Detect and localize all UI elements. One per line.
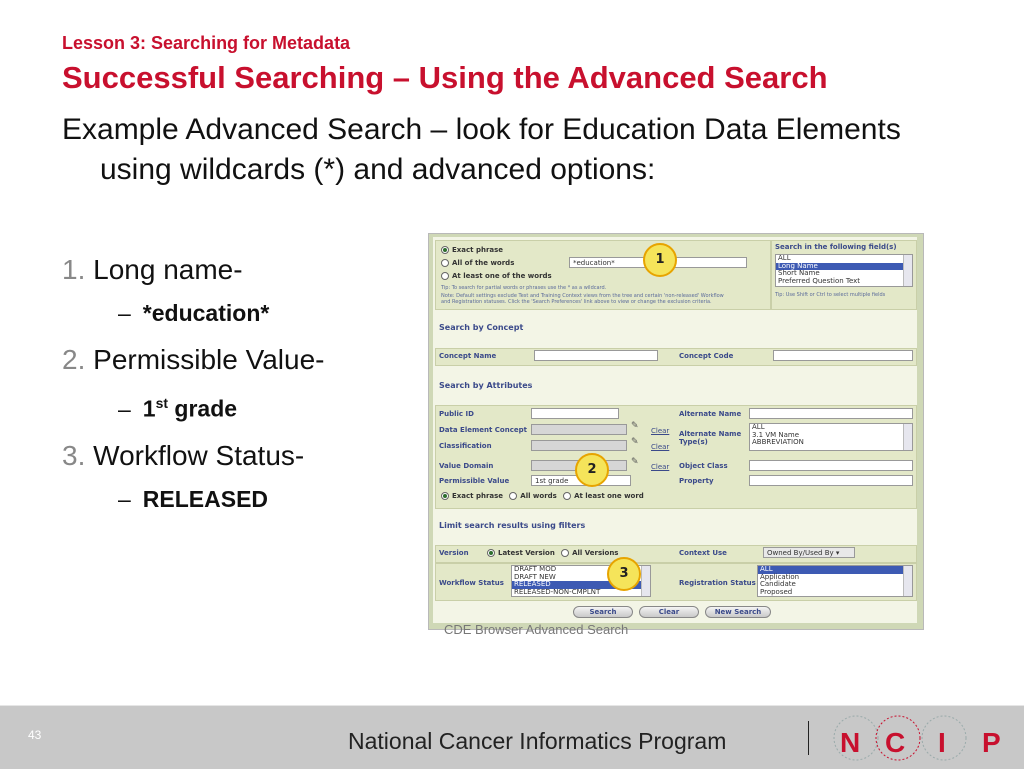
- intro-text: Example Advanced Search – look for Education Data Elements using wildcards (*) and advanced options:: [62, 113, 901, 186]
- public-id-input[interactable]: [531, 408, 619, 419]
- workflow-scrollbar[interactable]: [641, 566, 650, 596]
- alt-name-type-listbox[interactable]: [749, 423, 913, 451]
- fields-scrollbar[interactable]: [903, 255, 912, 286]
- registration-option[interactable]: Application: [760, 572, 800, 581]
- object-class-input[interactable]: [749, 460, 913, 471]
- logo-letter-c: C: [885, 727, 906, 758]
- wildcard-tip: Tip: To search for partial words or phrases use the * as a wildcard.: [441, 285, 607, 291]
- radio-all-versions[interactable]: All Versions: [561, 549, 618, 557]
- step-label: Workflow Status-: [93, 439, 305, 471]
- workflow-status-label: Workflow Status: [439, 579, 504, 587]
- clear-link[interactable]: Clear: [651, 463, 670, 471]
- clear-button[interactable]: Clear: [639, 606, 699, 618]
- classification-label: Classification: [439, 442, 492, 450]
- lesson-label: Lesson 3: Searching for Metadata: [62, 33, 351, 53]
- registration-option-selected[interactable]: ALL: [758, 566, 912, 574]
- registration-option[interactable]: Proposed: [760, 587, 793, 596]
- step-number: 3.: [62, 439, 86, 471]
- alt-name-type-label: Alternate Name Type(s): [679, 430, 742, 446]
- fields-header: Search in the following field(s): [775, 243, 897, 251]
- fields-option[interactable]: ALL: [778, 254, 791, 262]
- context-use-select[interactable]: Owned By/Used By ▾: [763, 547, 855, 558]
- value-domain-label: Value Domain: [439, 462, 494, 470]
- version-radio-group: [487, 549, 618, 557]
- workflow-option[interactable]: DRAFT NEW: [514, 572, 556, 581]
- property-input[interactable]: [749, 475, 913, 486]
- pencil-icon[interactable]: ✎: [631, 457, 639, 467]
- new-search-button[interactable]: New Search: [705, 606, 771, 618]
- slide-title: Successful Searching – Using the Advanced Search: [62, 60, 828, 95]
- step-item-2: [62, 340, 402, 380]
- fields-option[interactable]: Preferred Question Text: [778, 276, 861, 285]
- concept-section-title: Search by Concept: [439, 323, 524, 332]
- workflow-option[interactable]: DRAFT MOD: [514, 565, 557, 573]
- exclusion-note-2: and Registration statuses. Click the 'Search Preferences' link above to view or change the exclusion criteria.: [441, 299, 712, 305]
- property-label: Property: [679, 477, 714, 485]
- step-item-3: [62, 436, 402, 476]
- radio-one-word[interactable]: At least one of the words: [441, 272, 552, 280]
- program-name: National Cancer Informatics Program: [348, 728, 727, 754]
- concept-code-label: Concept Code: [679, 352, 734, 360]
- registration-status-label: Registration Status: [679, 579, 756, 587]
- step-number: 2.: [62, 344, 86, 375]
- pencil-icon[interactable]: ✎: [631, 421, 639, 431]
- exclusion-note: Note: Default settings exclude Test and Training Context views from the tree and certain 'non-released' Workflow: [441, 293, 724, 299]
- step-detail-rest: grade: [168, 395, 238, 422]
- alt-type-option[interactable]: ALL: [752, 423, 765, 431]
- context-use-label: Context Use: [679, 549, 727, 557]
- version-label: Version: [439, 549, 469, 557]
- step-detail-2: – 1st grade: [118, 395, 238, 422]
- attributes-section-title: Search by Attributes: [439, 381, 533, 390]
- concept-name-label: Concept Name: [439, 352, 497, 360]
- step-number: 1.: [62, 254, 86, 285]
- advanced-search-screenshot: [428, 233, 924, 630]
- permissible-value-input[interactable]: 1st grade: [531, 475, 631, 486]
- permissible-value-label: Permissible Value: [439, 477, 510, 485]
- step-detail-text: *education*: [142, 300, 270, 326]
- alt-name-input[interactable]: [749, 408, 913, 419]
- fields-listbox[interactable]: [775, 254, 913, 287]
- screenshot-caption: CDE Browser Advanced Search: [444, 622, 629, 637]
- object-class-label: Object Class: [679, 462, 728, 470]
- classification-input[interactable]: [531, 440, 627, 451]
- step-label: Long name-: [93, 254, 243, 285]
- page-number: 43: [28, 728, 42, 742]
- step-detail-3: – RELEASED: [118, 485, 269, 512]
- alt-type-option[interactable]: ABBREVIATION: [752, 438, 804, 446]
- logo-letter-n: N: [840, 727, 861, 758]
- step-label: Permissible Value-: [93, 344, 325, 375]
- registration-status-listbox[interactable]: [757, 565, 913, 597]
- pv-radio-one[interactable]: At least one word: [563, 492, 644, 500]
- step-item-1: [62, 250, 402, 290]
- alt-type-scrollbar[interactable]: [903, 424, 912, 450]
- step-detail-1: – *education*: [118, 300, 270, 326]
- pv-radio-all[interactable]: All words: [509, 492, 557, 500]
- callout-2: 2: [575, 453, 609, 487]
- footer-divider: [808, 721, 809, 755]
- advanced-search-form: [433, 237, 917, 623]
- ordinal-suffix: st: [155, 395, 169, 411]
- fields-option[interactable]: Short Name: [778, 269, 820, 277]
- logo-letter-i: I: [938, 727, 946, 758]
- alt-name-label: Alternate Name: [679, 410, 742, 418]
- logo-letter-p: P: [982, 727, 1001, 758]
- public-id-label: Public ID: [439, 410, 474, 418]
- step-detail-text: 1: [142, 395, 156, 422]
- registration-option[interactable]: Candidate: [760, 580, 796, 588]
- filters-section-title: Limit search results using filters: [439, 521, 586, 530]
- ncip-logo: [818, 712, 1018, 766]
- pv-radio-group: [441, 492, 644, 500]
- fields-option-selected[interactable]: Long Name: [776, 263, 912, 271]
- clear-link[interactable]: Clear: [651, 427, 670, 435]
- radio-exact-phrase[interactable]: Exact phrase: [441, 246, 503, 254]
- fields-tip: Tip: Use Shift or Ctrl to select multiple fields: [775, 292, 886, 298]
- de-concept-input[interactable]: [531, 424, 627, 435]
- callout-3: 3: [607, 557, 641, 591]
- concept-name-input[interactable]: [534, 350, 658, 361]
- footer-bar: [0, 705, 1024, 769]
- de-concept-label: Data Element Concept: [439, 426, 527, 434]
- radio-all-words[interactable]: All of the words: [441, 259, 514, 267]
- callout-1: 1: [643, 243, 677, 277]
- pencil-icon[interactable]: ✎: [631, 437, 639, 447]
- search-text-input[interactable]: *education*: [569, 257, 747, 268]
- steps-list: [62, 250, 402, 526]
- alt-type-option[interactable]: 3.1 VM Name: [752, 430, 800, 439]
- concept-code-input[interactable]: [773, 350, 913, 361]
- radio-latest-version[interactable]: Latest Version: [487, 549, 555, 557]
- search-button[interactable]: Search: [573, 606, 633, 618]
- step-detail-text: RELEASED: [142, 485, 269, 512]
- clear-link[interactable]: Clear: [651, 443, 670, 451]
- workflow-option[interactable]: RELEASED-NON-CMPLNT: [514, 587, 601, 596]
- registration-scrollbar[interactable]: [903, 566, 912, 596]
- pv-radio-exact[interactable]: Exact phrase: [441, 492, 503, 500]
- workflow-option-selected[interactable]: RELEASED: [512, 581, 650, 589]
